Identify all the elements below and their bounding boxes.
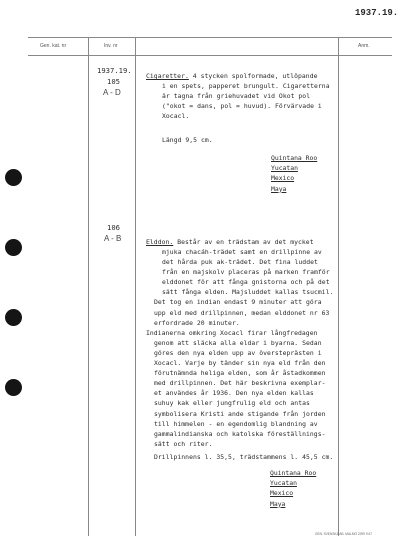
entry1-length: Längd 9,5 cm.: [162, 136, 213, 144]
entry1-locations: [271, 153, 317, 194]
entry1-line: Xocacl.: [162, 112, 190, 121]
entry2-line: Det tog en indian endast 9 minuter att göra: [154, 298, 322, 307]
entry2-line1-rest: Består av en trädstam av det mycket: [173, 238, 314, 246]
entry2-line: mjuka chacáh-trädet samt en drillpinne av: [162, 248, 322, 256]
entry2-number: 106: [107, 223, 120, 232]
entry2-body: [146, 247, 334, 449]
entry1-line: ("okot = dans, pol = huvud). Förvärvade i: [162, 102, 322, 111]
entry1-range: A - D: [103, 88, 121, 97]
entry1-number: 105: [107, 77, 120, 86]
entry2-line: Xocacl. Varje by tänder sin nya eld från den: [154, 359, 326, 368]
entry2-title: Elddon.: [146, 238, 174, 246]
entry2-line: till himmelen - en egendomlig blandning av: [154, 419, 318, 428]
entry2-line: Indianerna omkring Xocacl firar långfredagen: [146, 328, 318, 337]
entry2-location-people: Maya: [270, 499, 286, 508]
binder-hole-2: [5, 239, 22, 256]
entry2-location-region: Quintana Roo: [270, 469, 317, 477]
entry2-location-state: Yucatan: [270, 479, 297, 488]
binder-hole-1: [5, 169, 22, 186]
entry1-line: är tagna från griehuvadet vid Okot pol: [162, 92, 311, 101]
entry2-line: elddonet för att fånga gnistorna och på det: [162, 278, 330, 287]
entry1-location-state: Yucatan: [271, 164, 298, 173]
entry2-line: förutnämnda heliga elden, som år åstadkommen: [154, 369, 326, 378]
entry2-first-line: [146, 237, 314, 247]
entry2-line: erfordrade 20 minuter.: [154, 318, 240, 327]
entry2-length: Drillpinnens l. 35,5, trädstammens l. 45,5 cm.: [154, 453, 334, 461]
entry1-location-region: Quintana Roo: [271, 154, 318, 162]
binder-hole-3: [5, 309, 22, 326]
entry1-location-people: Maya: [271, 184, 287, 193]
entry2-line: suhuy kak eller jungfrulig eld och antas: [154, 399, 310, 408]
entry2-line: upp eld med drillpinnen, medan elddonet nr 63: [154, 308, 330, 317]
printer-imprint: GEN. SVENSKA AB. MALMÖ 2299 9 67: [315, 532, 373, 536]
entry1-body: [162, 81, 330, 121]
column-divider-3: [338, 37, 339, 536]
entry1-location-country: Mexico: [271, 174, 295, 183]
entry2-line: et användes år 1936. Den nya elden kallas: [154, 389, 314, 398]
entry2-locations: [270, 468, 316, 509]
header-gen-kat: Gen. kat. nr: [40, 43, 67, 49]
entry2-line: från en majskolv placeras på marken framför: [162, 268, 330, 277]
entry1-line1-rest: 4 stycken spolformade, utlöpande: [188, 72, 318, 80]
entry1-catalog: 1937.19.: [97, 66, 132, 75]
binder-hole-4: [5, 379, 22, 396]
entry1-line: i en spets, papperet brungult. Cigaretterna: [162, 82, 330, 90]
header-anm: Anm.: [358, 43, 370, 49]
entry2-line: gammalindianska och katolska föreställnings-: [154, 429, 326, 438]
entry2-line: sätt fånga elden. Majsluddet kallas tsucmil.: [162, 288, 334, 297]
entry2-location-country: Mexico: [270, 489, 294, 498]
entry1-title: Cigaretter.: [146, 72, 189, 80]
column-divider-1: [88, 37, 89, 536]
entry2-line: genom att släcka alla eldar i byarna. Sedan: [154, 338, 322, 347]
entry2-range: A - B: [104, 234, 122, 243]
entry2-line: det hårda puk ak-trädet. Det fina luddet: [162, 258, 318, 267]
entry2-line: göres den nya elden upp av översteprästen i: [154, 348, 322, 357]
entry2-line: med drillpinnen. Det här beskrivna exemplar-: [154, 379, 326, 388]
header-inv: Inv. nr: [104, 43, 118, 49]
entry1-first-line: [146, 71, 318, 81]
entry2-line: sätt och riter.: [154, 439, 213, 448]
page-number: 1937.19.: [355, 8, 399, 18]
entry2-line: symbolisera Kristi ande stigande från jorden: [154, 409, 326, 418]
column-divider-2: [135, 37, 136, 536]
